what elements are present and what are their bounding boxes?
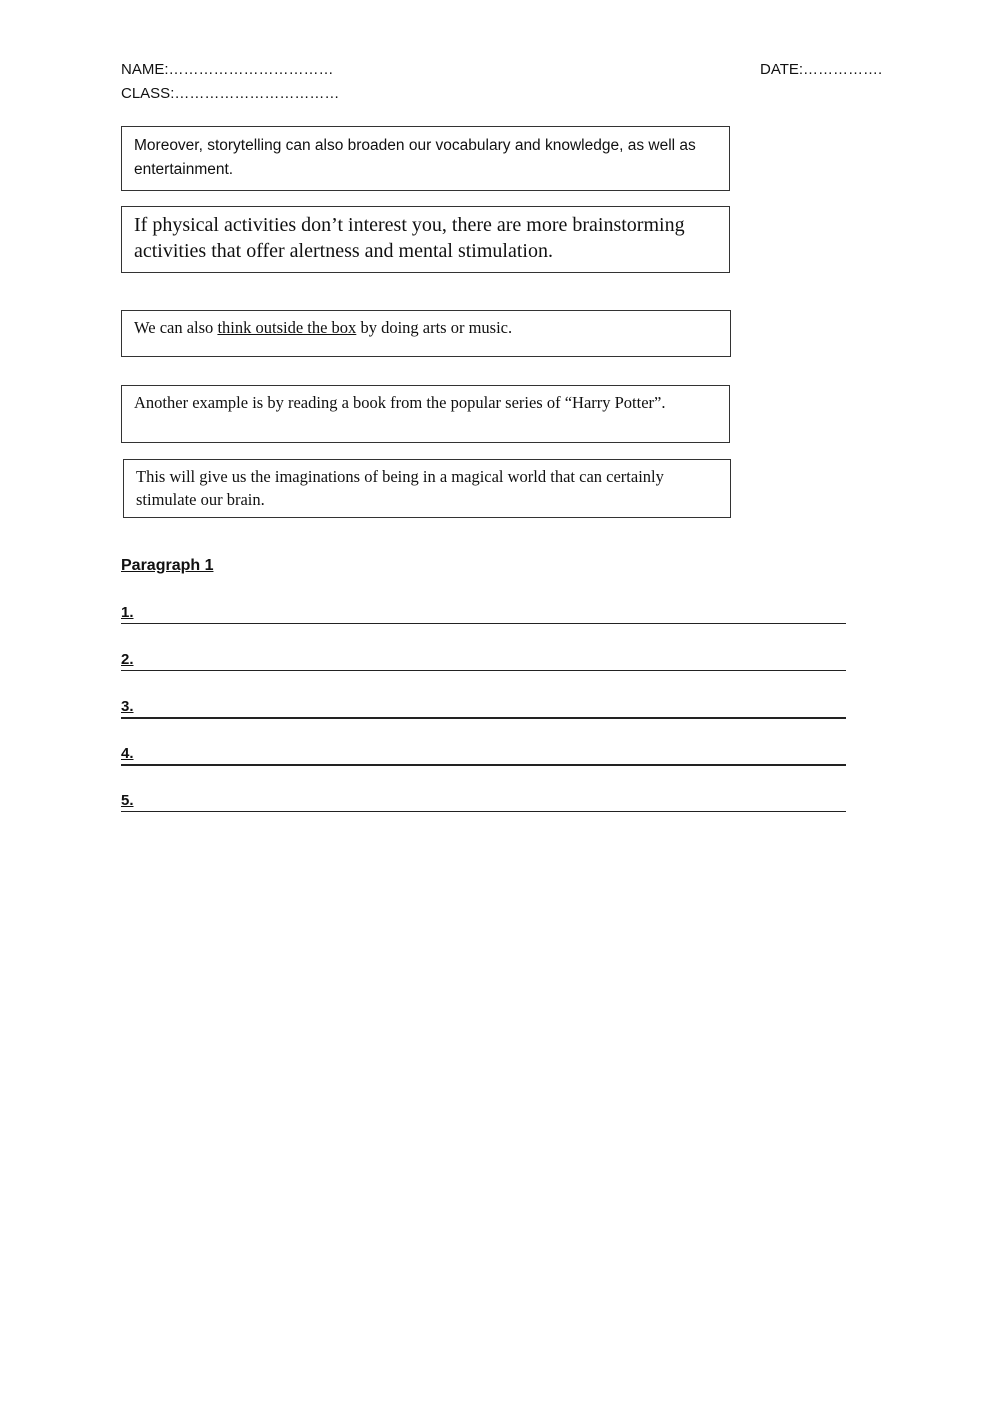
- sentence-box-3[interactable]: [121, 310, 731, 357]
- sentence-text-prefix: We can also: [134, 318, 218, 337]
- sentence-box-2[interactable]: [121, 206, 730, 273]
- answer-line-3[interactable]: [121, 695, 846, 719]
- answer-line-1[interactable]: [121, 601, 846, 624]
- sentence-box-5[interactable]: [123, 459, 731, 518]
- class-field-label: CLASS:……………………………: [121, 85, 340, 102]
- name-field-label: NAME:……………………………: [121, 61, 334, 78]
- sentence-box-1[interactable]: [121, 126, 730, 191]
- sentence-text: If physical activities don’t interest you, there are more brainstorming activities that offer alertness and mental stimulation.: [134, 214, 685, 262]
- answer-line-number: 1.: [121, 604, 134, 621]
- sentence-text: This will give us the imaginations of being in a magical world that can certainly stimulate our brain.: [136, 467, 664, 509]
- answer-line-number: 2.: [121, 651, 134, 668]
- sentence-text: Another example is by reading a book from the popular series of “Harry Potter”.: [134, 393, 666, 412]
- date-field-label: DATE:…………….: [760, 61, 883, 78]
- answer-line-5[interactable]: [121, 789, 846, 812]
- answer-line-number: 3.: [121, 698, 134, 715]
- answer-line-number: 4.: [121, 745, 134, 762]
- sentence-underlined-phrase: think outside the box: [217, 318, 357, 337]
- paragraph-heading: Paragraph 1: [121, 557, 214, 574]
- answer-line-number: 5.: [121, 792, 134, 809]
- answer-line-4[interactable]: [121, 742, 846, 766]
- sentence-box-4[interactable]: [121, 385, 730, 443]
- sentence-text: Moreover, storytelling can also broaden our vocabulary and knowledge, as well as entertainment.: [134, 137, 696, 178]
- answer-line-2[interactable]: [121, 648, 846, 671]
- sentence-text-suffix: by doing arts or music.: [356, 318, 513, 337]
